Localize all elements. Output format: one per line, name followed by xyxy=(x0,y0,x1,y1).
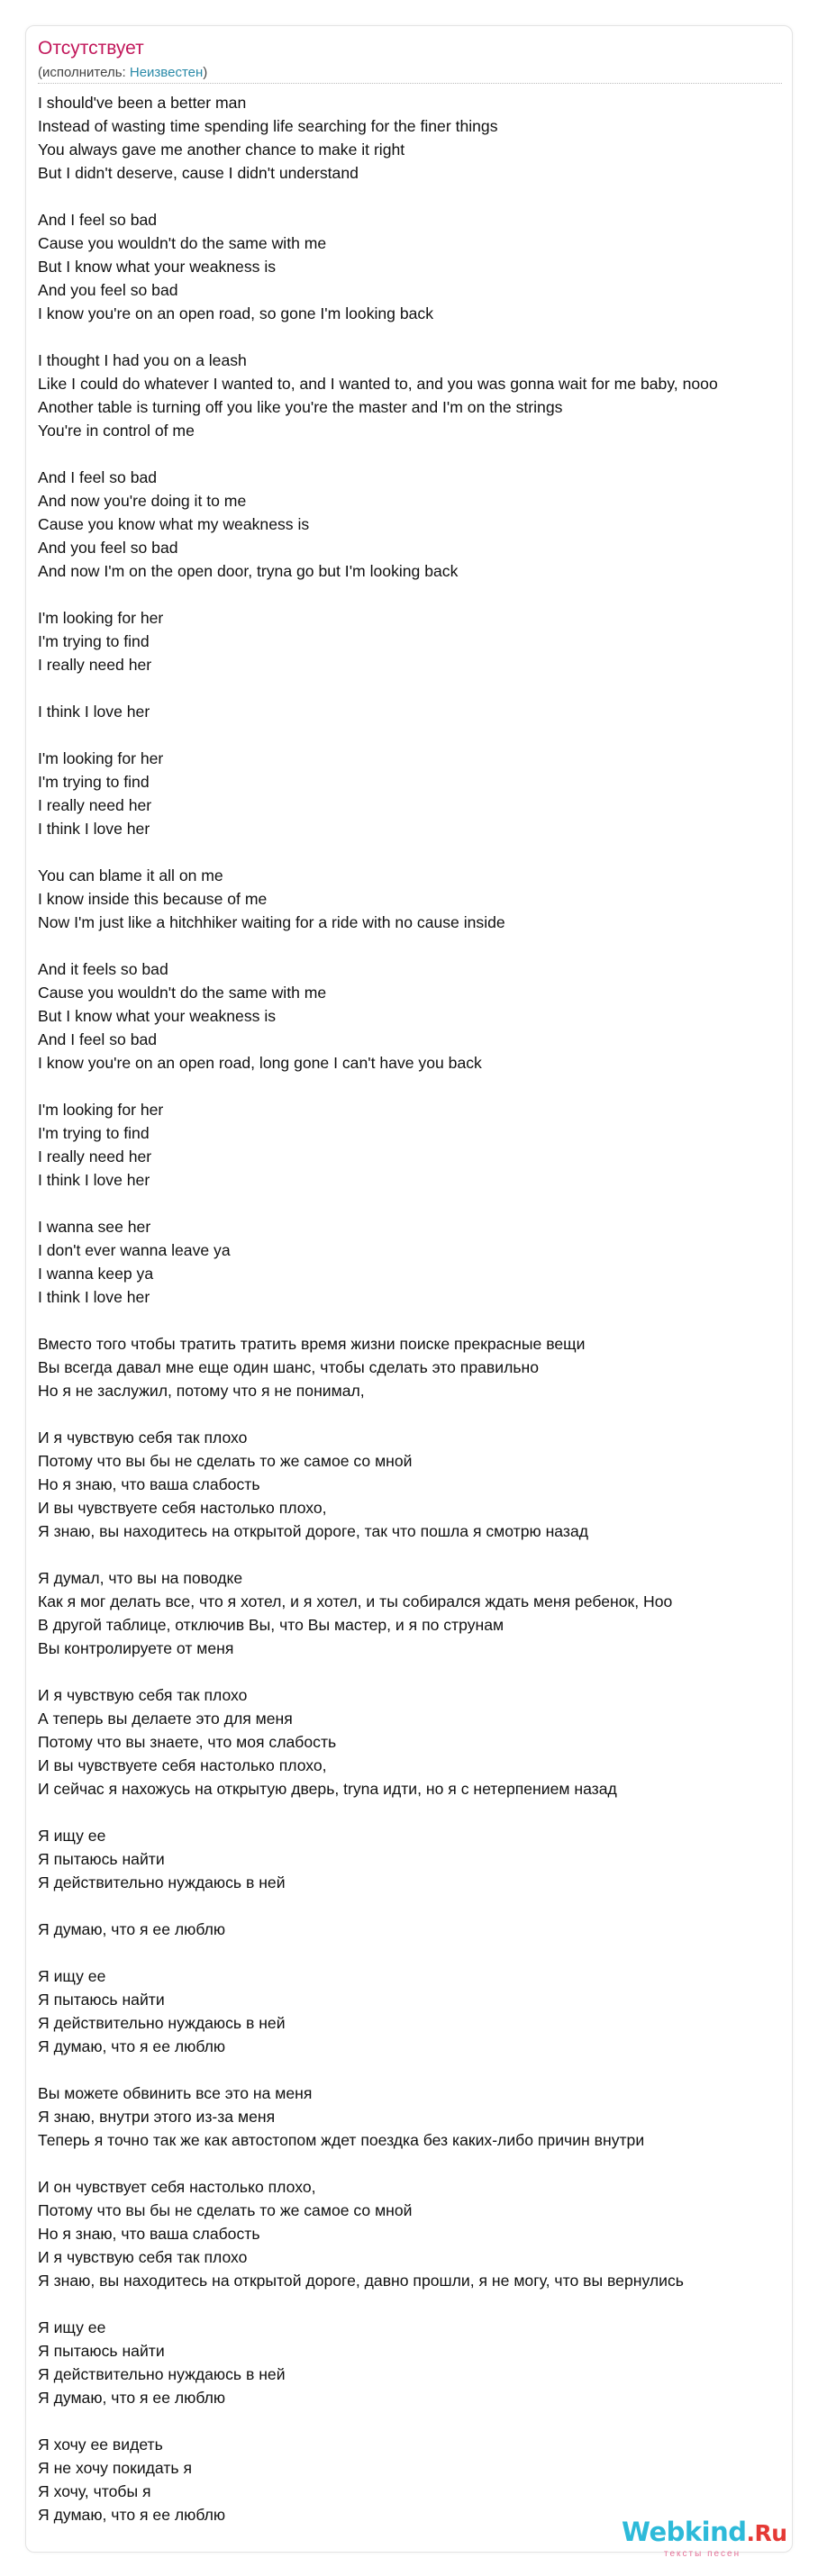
lyric-line: And now you're doing it to me xyxy=(38,492,247,510)
lyric-line: I'm looking for her xyxy=(38,1101,164,1119)
lyric-line: Я пытаюсь найти xyxy=(38,1850,165,1868)
lyric-line: Я знаю, вы находитесь на открытой дороге, давно прошли, я не могу, что вы вернулись xyxy=(38,2272,684,2290)
lyric-line: But I didn't deserve, cause I didn't understand xyxy=(38,164,359,182)
lyric-line: Потому что вы знаете, что моя слабость xyxy=(38,1733,337,1751)
lyric-line: Я пытаюсь найти xyxy=(38,2342,165,2360)
stanza-break xyxy=(38,1800,818,1824)
lyric-line: I'm trying to find xyxy=(38,1124,150,1142)
lyrics-text xyxy=(38,91,818,2526)
stanza-break xyxy=(38,2152,818,2175)
stanza-break xyxy=(38,185,818,208)
lyric-line: Я знаю, внутри этого из-за меня xyxy=(38,2108,276,2126)
lyric-line: Как я мог делать все, что я хотел, и я хотел, и ты собирался ждать меня ребенок, Ноо xyxy=(38,1592,673,1610)
lyric-line: Instead of wasting time spending life searching for the finer things xyxy=(38,117,498,135)
lyric-line: But I know what your weakness is xyxy=(38,1007,277,1025)
lyric-line: I think I love her xyxy=(38,1288,150,1306)
lyric-line: Я пытаюсь найти xyxy=(38,1991,165,2009)
lyric-line: I really need her xyxy=(38,656,152,674)
lyric-line: I really need her xyxy=(38,1147,152,1166)
lyric-line: Вместо того чтобы тратить тратить время жизни поиске прекрасные вещи xyxy=(38,1335,586,1353)
lyric-line: Я не хочу покидать я xyxy=(38,2459,192,2477)
lyric-line: Я действительно нуждаюсь в ней xyxy=(38,2365,286,2383)
lyric-line: Потому что вы бы не сделать то же самое со мной xyxy=(38,1452,413,1470)
lyric-line: And it feels so bad xyxy=(38,960,168,978)
lyric-line: И я чувствую себя так плохо xyxy=(38,1686,248,1704)
lyric-line: I'm looking for her xyxy=(38,749,164,767)
lyric-line: Я действительно нуждаюсь в ней xyxy=(38,1873,286,1891)
lyric-line: And you feel so bad xyxy=(38,281,178,299)
stanza-break xyxy=(38,1660,818,1683)
lyric-line: I wanna see her xyxy=(38,1218,151,1236)
lyric-line: I think I love her xyxy=(38,703,150,721)
lyric-line: Потому что вы бы не сделать то же самое со мной xyxy=(38,2201,413,2219)
stanza-break xyxy=(38,1543,818,1566)
lyric-line: You're in control of me xyxy=(38,422,195,440)
lyric-line: I'm trying to find xyxy=(38,773,150,791)
stanza-break xyxy=(38,723,818,747)
lyric-line: В другой таблице, отключив Вы, что Вы мастер, и я по струнам xyxy=(38,1616,504,1634)
lyric-line: But I know what your weakness is xyxy=(38,258,277,276)
lyric-line: I know you're on an open road, long gone I can't have you back xyxy=(38,1054,482,1072)
stanza-break xyxy=(38,1402,818,1426)
stanza-break xyxy=(38,2058,818,2082)
lyric-line: Вы контролируете от меня xyxy=(38,1639,234,1657)
lyric-line: Теперь я точно так же как автостопом ждет поездка без каких-либо причин внутри xyxy=(38,2131,645,2149)
lyric-line: I should've been a better man xyxy=(38,94,247,112)
lyric-line: А теперь вы делаете это для меня xyxy=(38,1710,293,1728)
lyric-line: Я думаю, что я ее люблю xyxy=(38,2506,226,2524)
lyric-line: You can blame it all on me xyxy=(38,866,223,884)
stanza-break xyxy=(38,2409,818,2433)
lyric-line: И он чувствует себя настолько плохо, xyxy=(38,2178,316,2196)
lyric-line: Вы всегда давал мне еще один шанс, чтобы сделать это правильно xyxy=(38,1358,539,1376)
lyric-line: Я знаю, вы находитесь на открытой дороге, так что пошла я смотрю назад xyxy=(38,1522,588,1540)
lyric-line: Вы можете обвинить все это на меня xyxy=(38,2084,313,2102)
lyric-line: Я думаю, что я ее люблю xyxy=(38,2037,226,2055)
lyric-line: Я ищу ее xyxy=(38,2318,106,2336)
stanza-break xyxy=(38,325,818,349)
lyric-line: You always gave me another chance to make it right xyxy=(38,141,405,159)
stanza-break xyxy=(38,840,818,864)
lyric-line: I think I love her xyxy=(38,820,150,838)
lyric-line: Я думаю, что я ее люблю xyxy=(38,1920,226,1938)
stanza-break xyxy=(38,1894,818,1918)
logo-name: Webkind xyxy=(622,2517,747,2547)
lyric-line: Но я не заслужил, потому что я не понимал, xyxy=(38,1382,365,1400)
lyric-line: Но я знаю, что ваша слабость xyxy=(38,1475,260,1493)
lyric-line: I know you're on an open road, so gone I'm looking back xyxy=(38,304,434,322)
stanza-break xyxy=(38,442,818,466)
lyric-line: And I feel so bad xyxy=(38,211,158,229)
lyric-line: Like I could do whatever I wanted to, and I wanted to, and you was gonna wait for me baby, nooo xyxy=(38,375,718,393)
stanza-break xyxy=(38,1309,818,1332)
lyric-line: I thought I had you on a leash xyxy=(38,351,247,369)
stanza-break xyxy=(38,1192,818,1215)
stanza-break xyxy=(38,1941,818,1964)
lyric-line: И вы чувствуете себя настолько плохо, xyxy=(38,1756,327,1774)
logo-tld: .Ru xyxy=(746,2520,787,2546)
lyric-line: I'm looking for her xyxy=(38,609,164,627)
site-logo[interactable] xyxy=(622,2517,787,2547)
lyric-line: I think I love her xyxy=(38,1171,150,1189)
stanza-break xyxy=(38,676,818,700)
logo-tagline: тексты песен xyxy=(664,2549,741,2559)
artist-prefix: (исполнитель: xyxy=(38,65,130,80)
lyric-line: Cause you wouldn't do the same with me xyxy=(38,234,327,252)
lyric-line: И я чувствую себя так плохо xyxy=(38,2248,248,2266)
stanza-break xyxy=(38,583,818,606)
lyric-line: Another table is turning off you like you're the master and I'm on the strings xyxy=(38,398,563,416)
lyric-line: I'm trying to find xyxy=(38,632,150,650)
lyric-line: And you feel so bad xyxy=(38,539,178,557)
lyric-line: И я чувствую себя так плохо xyxy=(38,1429,248,1447)
lyric-line: И вы чувствуете себя настолько плохо, xyxy=(38,1499,327,1517)
lyric-line: Now I'm just like a hitchhiker waiting for a ride with no cause inside xyxy=(38,913,505,931)
lyric-line: I know inside this because of me xyxy=(38,890,268,908)
artist-suffix: ) xyxy=(203,65,208,80)
title-divider xyxy=(38,83,782,84)
lyric-line: I don't ever wanna leave ya xyxy=(38,1241,231,1259)
lyric-line: Cause you know what my weakness is xyxy=(38,515,310,533)
stanza-break xyxy=(38,1075,818,1098)
lyric-line: I wanna keep ya xyxy=(38,1265,154,1283)
lyric-line: I really need her xyxy=(38,796,152,814)
stanza-break xyxy=(38,2292,818,2316)
lyric-line: Я хочу ее видеть xyxy=(38,2435,163,2454)
stanza-break xyxy=(38,934,818,957)
lyric-line: Я ищу ее xyxy=(38,1827,106,1845)
artist-line xyxy=(38,65,207,80)
song-title: Отсутствует xyxy=(38,38,144,59)
lyric-line: Я думал, что вы на поводке xyxy=(38,1569,243,1587)
lyric-line: Я думаю, что я ее люблю xyxy=(38,2389,226,2407)
lyric-line: Я хочу, чтобы я xyxy=(38,2482,151,2500)
lyric-line: Я ищу ее xyxy=(38,1967,106,1985)
lyric-line: And I feel so bad xyxy=(38,1030,158,1048)
lyric-line: And now I'm on the open door, tryna go but I'm looking back xyxy=(38,562,459,580)
lyric-line: Я действительно нуждаюсь в ней xyxy=(38,2014,286,2032)
lyric-line: Cause you wouldn't do the same with me xyxy=(38,984,327,1002)
lyric-line: И сейчас я нахожусь на открытую дверь, tryna идти, но я с нетерпением назад xyxy=(38,1780,617,1798)
lyric-line: And I feel so bad xyxy=(38,468,158,486)
artist-link[interactable]: Неизвестен xyxy=(129,65,204,80)
lyric-line: Но я знаю, что ваша слабость xyxy=(38,2225,260,2243)
